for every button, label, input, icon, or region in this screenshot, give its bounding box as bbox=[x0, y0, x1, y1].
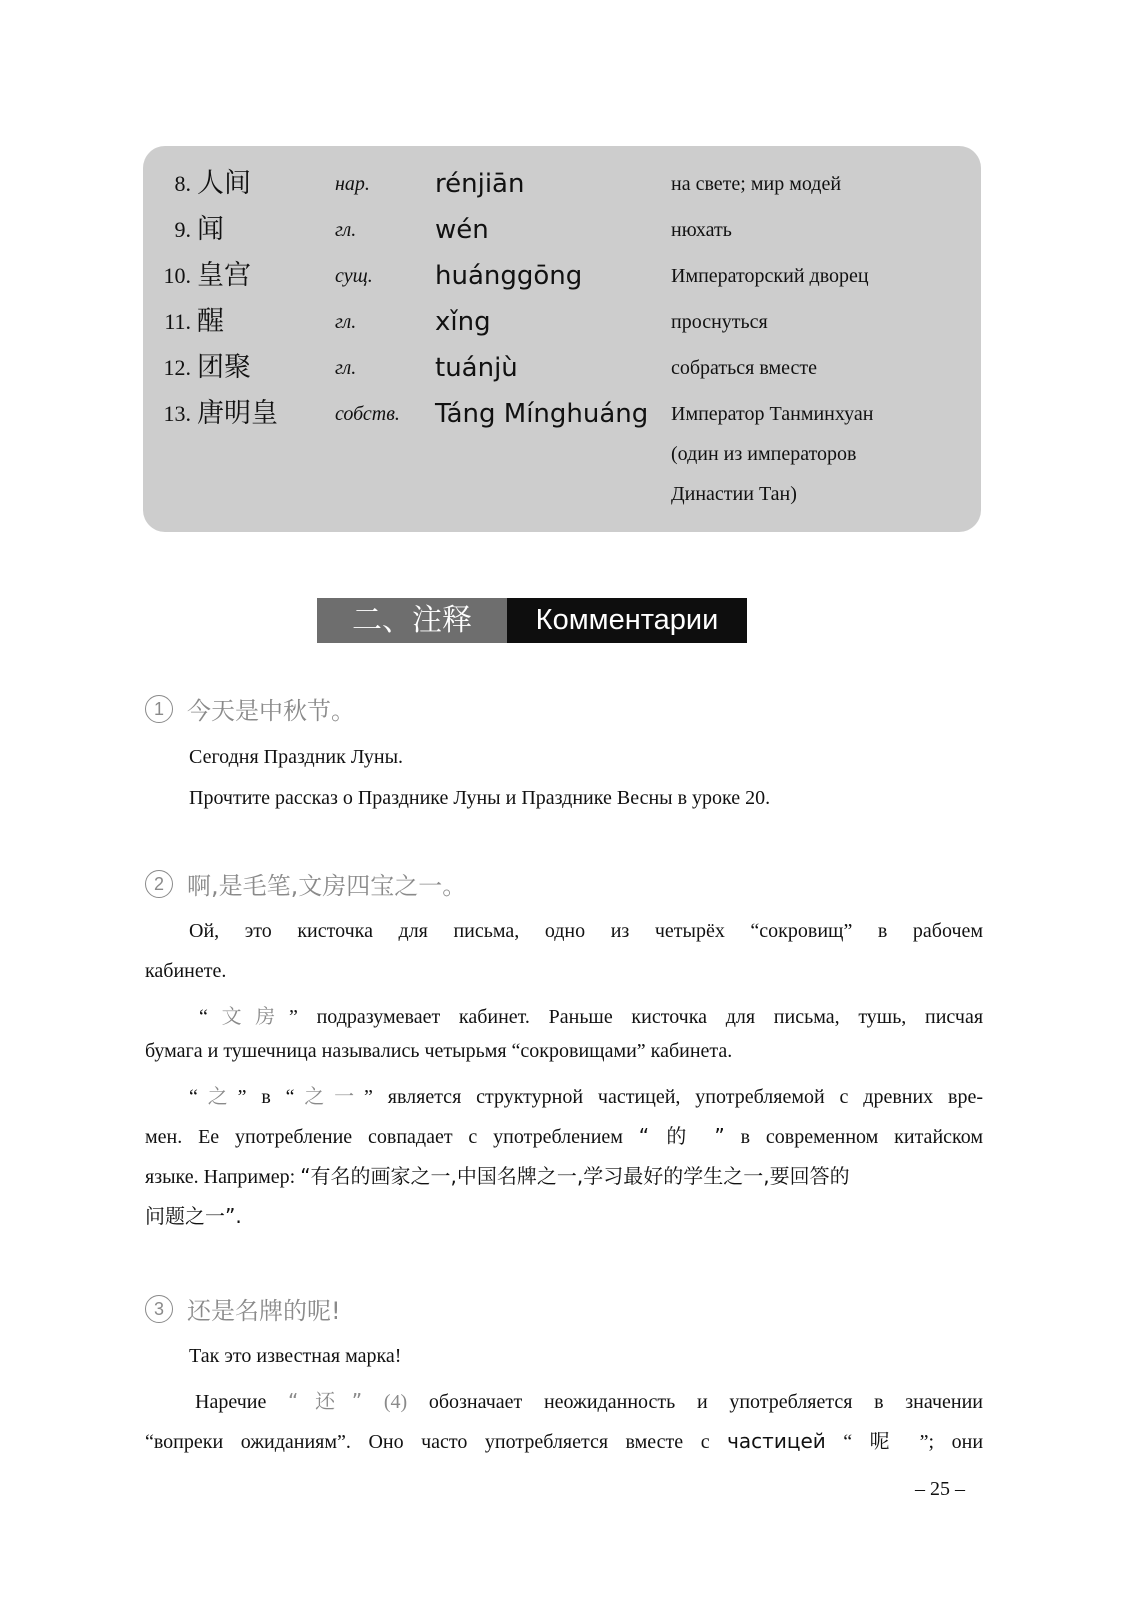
vocab-pinyin: huánggōng bbox=[435, 261, 583, 291]
vocab-pinyin: tuánjù bbox=[435, 353, 518, 383]
vocabulary-box bbox=[143, 146, 981, 532]
note-marker: 2 bbox=[145, 870, 173, 898]
vocab-number: 10. bbox=[163, 263, 191, 288]
note-heading bbox=[145, 866, 466, 901]
vocab-part-of-speech: собств. bbox=[335, 403, 400, 425]
note-chinese-sentence: 啊,是毛笔,文房四宝之一。 bbox=[187, 872, 467, 900]
vocab-translation-continued: Династии Тан) bbox=[671, 483, 797, 505]
vocab-part-of-speech: гл. bbox=[335, 357, 357, 379]
note-text-line: “вопреки ожиданиям”. Оно часто употребляется вместе с частицей “ 呢 ”; они bbox=[145, 1429, 984, 1453]
note-marker: 3 bbox=[145, 1295, 173, 1323]
note-heading bbox=[145, 691, 355, 726]
vocab-translation: проснуться bbox=[671, 311, 768, 333]
vocab-pinyin: Táng Mínghuáng bbox=[435, 399, 649, 429]
section-heading bbox=[317, 598, 747, 643]
note-text-line: бумага и тушечница назывались четырьмя “сокровищами” кабинета. bbox=[145, 1040, 733, 1062]
vocab-translation: Император Танминхуан bbox=[671, 403, 874, 425]
section-heading-chinese: 二、注释 bbox=[317, 598, 507, 643]
section-heading-russian: Комментарии bbox=[507, 598, 747, 643]
vocab-translation: на свете; мир модей bbox=[671, 173, 842, 195]
note-text-line: Так это известная марка! bbox=[189, 1345, 402, 1367]
note-text-line: “文房” подразумевает кабинет. Раньше кисточка для письма, тушь, писчая bbox=[199, 1004, 984, 1028]
note-text-line: кабинете. bbox=[145, 960, 227, 982]
vocab-pinyin: rénjiān bbox=[435, 169, 525, 199]
note-text-line: “之” в “之一” является структурной частицей, употребляемой с древних вре- bbox=[189, 1084, 983, 1108]
vocab-hanzi: 闻 bbox=[197, 214, 224, 245]
vocab-row bbox=[143, 208, 981, 252]
vocab-translation-continued: (один из императоров bbox=[671, 443, 857, 465]
vocab-pinyin: xǐng bbox=[435, 307, 491, 337]
vocab-part-of-speech: гл. bbox=[335, 219, 357, 241]
vocab-row bbox=[143, 300, 981, 344]
note-marker: 1 bbox=[145, 695, 173, 723]
vocab-translation: нюхать bbox=[671, 219, 732, 241]
vocab-row bbox=[143, 254, 981, 298]
vocab-hanzi: 团聚 bbox=[197, 352, 251, 383]
note-text-line: Прочтите рассказ о Празднике Луны и Празднике Весны в уроке 20. bbox=[189, 787, 771, 809]
vocab-row bbox=[143, 162, 981, 206]
vocab-part-of-speech: гл. bbox=[335, 311, 357, 333]
vocab-hanzi: 醒 bbox=[197, 306, 224, 337]
vocab-number: 13. bbox=[163, 401, 191, 426]
vocab-part-of-speech: сущ. bbox=[335, 265, 373, 287]
note-heading bbox=[145, 1291, 341, 1326]
note-text-line: Наречие “还” (4) обозначает неожиданность и употребляется в значении bbox=[195, 1389, 984, 1413]
vocab-translation: собраться вместе bbox=[671, 357, 817, 379]
vocab-translation: Императорский дворец bbox=[671, 265, 869, 287]
page-number: – 25 – bbox=[915, 1478, 965, 1500]
note-text-line: 问题之一”. bbox=[145, 1204, 242, 1228]
vocab-row bbox=[143, 346, 981, 390]
note-text-line: Сегодня Праздник Луны. bbox=[189, 746, 404, 768]
note-text-line: языке. Например: “有名的画家之一,中国名牌之一,学习最好的学生之一,要回答的 bbox=[145, 1164, 850, 1188]
vocab-part-of-speech: нар. bbox=[335, 173, 370, 195]
vocab-hanzi: 皇宫 bbox=[197, 260, 251, 291]
note-text-line: мен. Ее употребление совпадает с употреблением “ 的 ” в современном китайском bbox=[145, 1124, 983, 1148]
vocab-number: 8. bbox=[174, 171, 191, 196]
quote-open: “文房” bbox=[199, 1004, 298, 1028]
vocab-number: 9. bbox=[174, 217, 191, 242]
note-chinese-sentence: 还是名牌的呢! bbox=[187, 1297, 341, 1325]
note-text-line: Ой, это кисточка для письма, одно из четырёх “сокровищ” в рабочем bbox=[189, 920, 984, 942]
vocab-pinyin: wén bbox=[435, 215, 489, 245]
note-chinese-sentence: 今天是中秋节。 bbox=[187, 697, 355, 725]
vocab-number: 11. bbox=[164, 309, 191, 334]
vocab-hanzi: 人间 bbox=[197, 168, 251, 199]
vocab-row bbox=[143, 392, 981, 436]
vocab-number: 12. bbox=[163, 355, 191, 380]
vocab-hanzi: 唐明皇 bbox=[197, 398, 278, 429]
